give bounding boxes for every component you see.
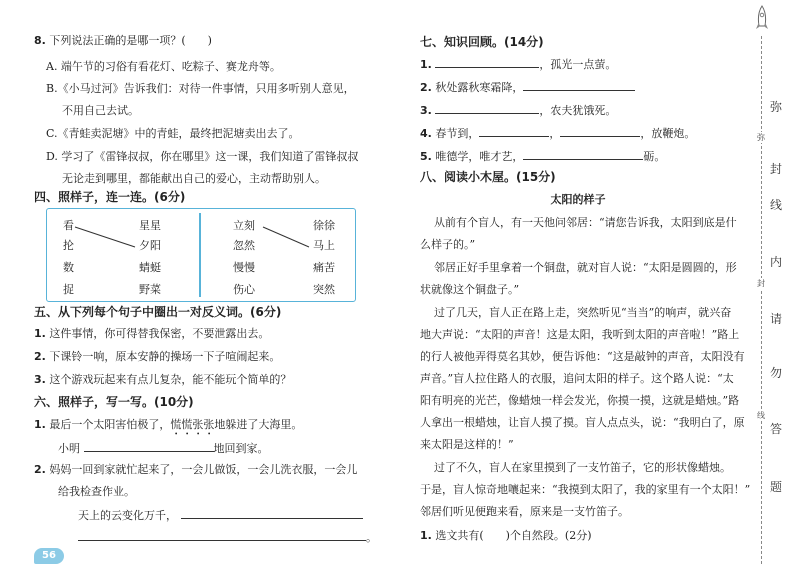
- answer-blank[interactable]: [78, 530, 366, 541]
- option-c: C.《青蛙卖泥塘》中的青蛙，最终把泥塘卖出去了。: [46, 127, 300, 140]
- story-line: 邻居正好手里拿着一个铜盘，就对盲人说：“太阳是圆圆的，形: [434, 261, 737, 274]
- story-line: 地大声说：“太阳的声音！这是太阳，我听到太阳的声音啦！”路上: [420, 328, 740, 341]
- seal-dashed-line: [761, 36, 762, 564]
- match-word: 伤心: [233, 283, 255, 296]
- recall-item-1: 1. ，孤光一点萤。: [420, 58, 617, 71]
- match-word: 数: [63, 261, 74, 274]
- answer-blank[interactable]: [435, 57, 539, 68]
- section-6-title: 六、照样子，写一写。(10分): [34, 395, 194, 409]
- seal-char: 勿: [770, 366, 783, 380]
- example-line-right: [263, 227, 309, 247]
- answer-blank[interactable]: [560, 126, 640, 137]
- imitate-q2-answer: 天上的云变化万千，: [78, 508, 363, 523]
- example-line-left: [75, 227, 135, 247]
- story-line: 么样子的。”: [420, 238, 476, 251]
- story-line: 阳有明亮的光芒，像蜡烛一样会发光，你摸一摸，这就是蜡烛。”路: [420, 394, 740, 407]
- seal-small-char: 弥: [757, 133, 765, 142]
- option-d-cont: 无论走到哪里，都能献出自己的爱心，主动帮助别人。: [62, 172, 326, 185]
- match-word: 野菜: [139, 283, 161, 296]
- seal-char: 请: [770, 312, 783, 326]
- match-word: 忽然: [233, 239, 255, 252]
- imitate-q2: 2. 妈妈一回到家就忙起来了，一会儿做饭，一会儿洗衣服，一会儿: [34, 463, 358, 476]
- match-word: 抡: [63, 239, 74, 252]
- story-line: 声音。”盲人拉住路人的衣服，追问太阳的样子。这个路人说：“太: [420, 372, 734, 385]
- match-word: 蜻蜓: [139, 261, 161, 274]
- recall-item-4: 4. 春节到， ， ，放鞭炮。: [420, 127, 696, 140]
- match-word: 立刻: [233, 219, 255, 232]
- match-word: 星星: [139, 219, 161, 232]
- recall-item-5: 5. 唯德学，唯才艺， 砺。: [420, 150, 666, 163]
- seal-char: 答: [770, 422, 783, 436]
- story-line: 于是，盲人惊奇地嚷起来：“我摸到太阳了，我的家里有一个太阳！”: [420, 483, 751, 496]
- story-line: 过了几天，盲人正在路上走，突然听见“当当”的响声，就兴奋: [434, 306, 732, 319]
- match-word: 痛苦: [313, 261, 335, 274]
- matching-box: [46, 208, 356, 302]
- option-b-cont: 不用自己去试。: [62, 104, 139, 117]
- match-word: 夕阳: [139, 239, 161, 252]
- section-8-title: 八、阅读小木屋。(15分): [420, 170, 556, 184]
- recall-item-2: 2. 秋处露秋寒霜降，: [420, 80, 635, 95]
- story-line: 邻居们听见便跑来看，原来是一支竹笛子。: [420, 505, 629, 518]
- answer-blank[interactable]: [479, 126, 549, 137]
- rocket-icon: [753, 4, 771, 34]
- match-word: 马上: [313, 239, 335, 252]
- story-line: 过了不久，盲人在家里摸到了一支竹笛子，它的形状像蜡烛。: [434, 461, 731, 474]
- seal-char: 封: [770, 162, 783, 176]
- antonym-item-2: 2. 下课铃一响，原本安静的操场一下子喧闹起来。: [34, 350, 281, 363]
- reading-q1: 1. 选文共有( )个自然段。(2分): [420, 529, 592, 542]
- match-word: 慢慢: [233, 261, 255, 274]
- match-word: 捉: [63, 283, 74, 296]
- answer-blank[interactable]: [181, 508, 363, 519]
- imitate-q2-cont: 给我检查作业。: [58, 485, 135, 498]
- story-line: 状就像这个铜盘子。”: [420, 283, 520, 296]
- imitate-q1: 1. 最后一个太阳害怕极了，慌慌张张地躲进了大海里。: [34, 418, 303, 431]
- section-7-title: 七、知识回顾。(14分): [420, 35, 544, 49]
- option-b: B.《小马过河》告诉我们：对待一件事情，只用多听别人意见，: [46, 82, 355, 95]
- match-word: 徐徐: [313, 219, 335, 232]
- answer-blank[interactable]: [435, 103, 539, 114]
- seal-char: 内: [770, 255, 783, 269]
- right-page: [408, 0, 751, 574]
- imitate-q2-answer-line2: 。: [78, 530, 377, 545]
- answer-blank[interactable]: [523, 149, 643, 160]
- answer-blank[interactable]: [523, 80, 635, 91]
- seal-margin: [752, 0, 800, 574]
- recall-item-3: 3. ，农夫犹饿死。: [420, 104, 617, 117]
- section-4-title: 四、照样子，连一连。(6分): [34, 190, 186, 204]
- seal-char: 弥: [770, 100, 783, 114]
- section-5-title: 五、从下列每个句子中圈出一对反义词。(6分): [34, 305, 282, 319]
- option-a: A. 端午节的习俗有看花灯、吃粽子、赛龙舟等。: [46, 60, 281, 73]
- option-d: D. 学习了《雷锋叔叔，你在哪里》这一课，我们知道了雷锋叔叔: [46, 150, 359, 163]
- story-line: 从前有个盲人，有一天他问邻居：“请您告诉我，太阳到底是什: [434, 216, 737, 229]
- page-number: 56: [34, 548, 64, 564]
- seal-small-char: 封: [757, 279, 765, 288]
- story-line: 来太阳是这样的！”: [420, 438, 514, 451]
- story-line: 人拿出一根蜡烛，让盲人摸了摸。盲人点点头，说：“我明白了，原: [420, 416, 745, 429]
- imitate-q1-answer: 小明 地回到家。: [58, 442, 269, 455]
- seal-char: 题: [770, 480, 783, 494]
- seal-char: 线: [770, 198, 783, 212]
- antonym-item-1: 1. 这件事情，你可得替我保密，不要泄露出去。: [34, 327, 270, 340]
- match-word: 看: [63, 219, 74, 232]
- seal-small-char: 线: [757, 411, 765, 420]
- antonym-item-3: 3. 这个游戏玩起来有点儿复杂，能不能玩个简单的？: [34, 373, 292, 386]
- story-line: 的行人被他弄得莫名其妙，便告诉他：“这是敲钟的声音，太阳没有: [420, 350, 745, 363]
- question-8: 8. 下列说法正确的是哪一项？( ): [34, 34, 212, 47]
- answer-blank[interactable]: [84, 441, 214, 452]
- match-word: 突然: [313, 283, 335, 296]
- example-lines: [47, 209, 355, 301]
- story-title: 太阳的样子: [550, 193, 606, 206]
